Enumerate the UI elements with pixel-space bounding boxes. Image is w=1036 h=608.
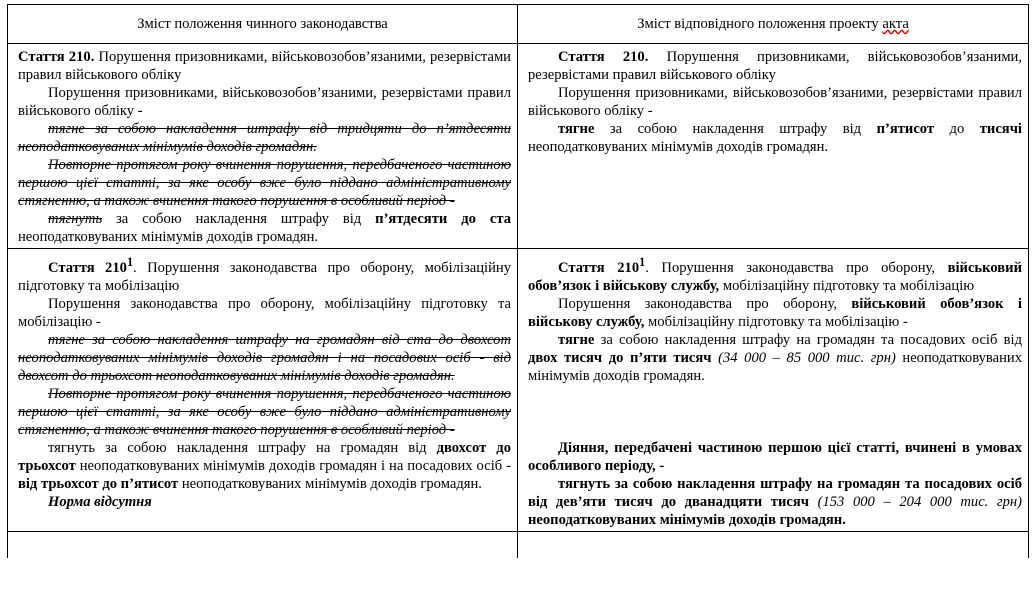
struck-paragraph: Повторне протягом року вчинення порушення, передбаченого частиною першою цієї статті, за яке особу вже було піддано адміністративному стягненню, а також вчинення такого порушення в особливий період - <box>18 385 511 438</box>
paragraph: тягнуть за собою накладення штрафу на громадян та посадових осіб від дев’яти тисяч до дванадцяти тисяч (153 000 – 204 000 тис. грн) неоподатковуваних мінімумів доходів громадян. <box>528 475 1023 528</box>
cell-partial-left <box>8 531 518 558</box>
article-title: Стаття 210. Порушення призовниками, військовозобов’язаними, резервістами правил військового обліку <box>528 49 1023 83</box>
paragraph: Діяння, передбачені частиною першою цієї статті, вчинені в умовах особливого періоду, - <box>528 439 1022 474</box>
paragraph: Порушення законодавства про оборону, мобілізаційну підготовку та мобілізацію - <box>18 295 511 330</box>
spacer <box>528 385 1022 439</box>
cell-draft-210 <box>518 44 1029 249</box>
table-row-article-210 <box>8 44 1029 249</box>
paragraph: тягне за собою накладення штрафу на громадян та посадових осіб від двох тисяч до п’яти тисяч (34 000 – 85 000 тис. грн) неоподатковуваних мінімумів доходів громадян. <box>528 331 1022 384</box>
paragraph: Порушення законодавства про оборону, військовий обов’язок і військову службу, мобілізаційну підготовку та мобілізацію - <box>528 295 1022 330</box>
header-current-law-label: Зміст положення чинного законодавства <box>137 16 388 32</box>
table-row-article-210-1 <box>8 249 1029 532</box>
table-header-row <box>8 5 1029 44</box>
article-title: Стаття $210^1$. Порушення законодавства про оборону, військовий обов’язок і військову службу, мобілізаційну підготовку та мобілізацію <box>528 255 1022 294</box>
norm-absent: Норма відсутня <box>48 493 152 510</box>
article-title: Стаття 210. Порушення призовниками, військовозобов’язаними, резервістами правил військового обліку <box>18 49 511 83</box>
struck-paragraph: Повторне протягом року вчинення порушення, передбаченого частиною першою цієї статті, за яке особу вже було піддано адміністративному стягненню, а також вчинення такого порушення в особливий період - <box>18 157 511 209</box>
cell-current-210-1 <box>8 249 518 532</box>
cell-partial-right <box>518 531 1029 558</box>
paragraph: тягнуть за собою накладення штрафу від п’ятдесяти до ста неоподатковуваних мінімумів доходів громадян. <box>18 211 511 245</box>
header-current-law <box>8 5 518 44</box>
paragraph: тягнуть за собою накладення штрафу на громадян від двохсот до трьохсот неоподатковуваних мінімумів доходів громадян і на посадових осіб - від трьохсот до п’ятисот неоподатковуваних мінімумів доходів громадян. <box>18 439 511 492</box>
struck-paragraph: тягне за собою накладення штрафу на громадян від ста до двохсот неоподатковуваних мінімумів доходів громадян і на посадових осіб - від двохсот до трьохсот неоподатковуваних мінімумів доходів громадян. <box>18 331 511 384</box>
header-draft-act-word: акта <box>882 16 909 32</box>
table-row-partial <box>8 531 1029 558</box>
paragraph: Порушення призовниками, військовозобов’язаними, резервістами правил військового обліку - <box>18 85 511 119</box>
article-title: Стаття $210^1$. Порушення законодавства про оборону, мобілізаційну підготовку та мобілізацію <box>18 255 511 294</box>
paragraph: Порушення призовниками, військовозобов’язаними, резервістами правил військового обліку - <box>528 85 1022 119</box>
comparison-table <box>7 4 1029 558</box>
header-draft-act <box>518 5 1029 44</box>
cell-current-210 <box>8 44 518 249</box>
paragraph: тягне за собою накладення штрафу від п’ятисот до тисячі неоподатковуваних мінімумів доходів громадян. <box>528 121 1022 155</box>
header-draft-act-label: Зміст відповідного положення проекту <box>637 16 883 32</box>
struck-paragraph: тягне за собою накладення штрафу від тридцяти до п’ятдесяти неоподатковуваних мінімумів доходів громадян. <box>18 121 511 155</box>
cell-draft-210-1 <box>518 249 1029 532</box>
